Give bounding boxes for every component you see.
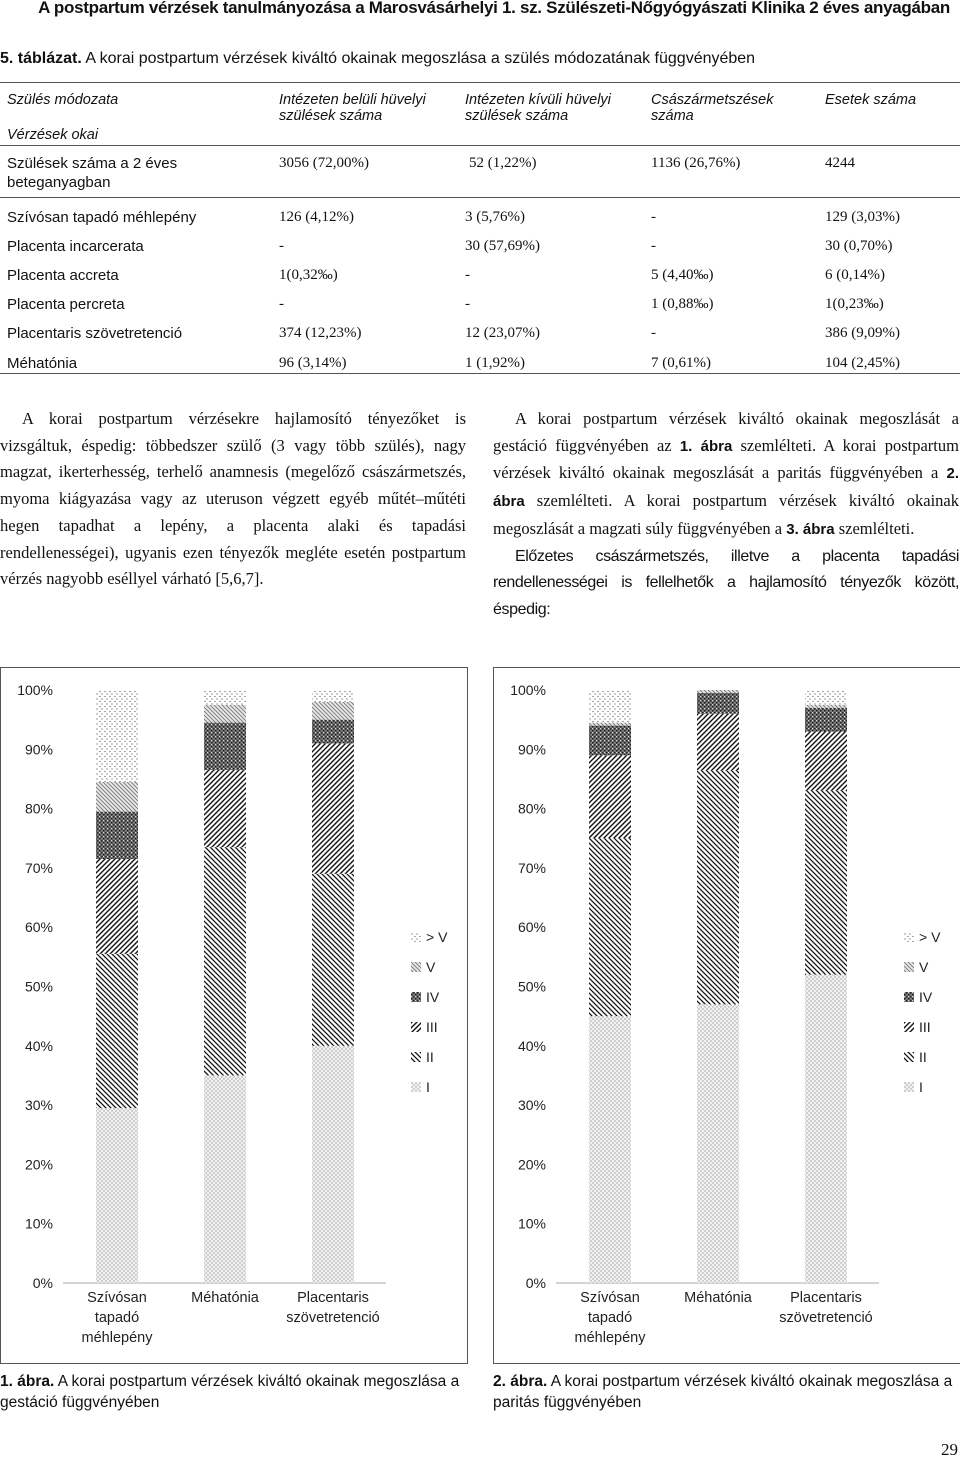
legend-swatch: [904, 1082, 914, 1092]
table-cell: -: [279, 238, 284, 255]
cell-births-2: 52 (1,22%): [469, 155, 537, 171]
table-cell: 96 (3,14%): [279, 354, 347, 371]
table-number: 5. táblázat.: [0, 50, 82, 67]
y-tick-label: 80%: [24, 800, 53, 817]
table-bottom-rule: [0, 373, 960, 374]
right-p1-text-c: szemlélteti. A korai postpartum vérzések kiváltó okainak megoszlását a magzati súly függvényében a: [493, 491, 959, 538]
legend-label: I: [919, 1079, 923, 1095]
legend-swatch: [904, 1052, 914, 1062]
bar-segment-iv: [204, 723, 246, 770]
table-cell: 5 (4,40‰): [651, 267, 714, 284]
cell-births-4: 4244: [825, 155, 855, 171]
y-tick-label: 90%: [517, 741, 546, 758]
legend-label: IV: [919, 989, 933, 1005]
legend-label: > V: [426, 929, 448, 945]
bar-segment-ii: [312, 874, 354, 1046]
figure-ref-3[interactable]: 3. ábra: [786, 520, 835, 538]
row-label: Placenta accreta: [7, 267, 119, 285]
bar-segment-iii: [805, 732, 847, 791]
category-label: tapadó: [587, 1310, 633, 1326]
legend-label: > V: [919, 929, 941, 945]
births-rule: [0, 197, 960, 198]
bar-segment-v: [204, 705, 246, 723]
y-tick-label: 90%: [24, 741, 53, 758]
left-text-column: [0, 406, 466, 593]
table-cell: -: [651, 209, 656, 225]
right-p1-text-d: szemlélteti.: [834, 518, 915, 538]
right-text-column: [493, 406, 959, 624]
legend-label: II: [919, 1049, 927, 1065]
bar-segment-iv: [589, 726, 631, 756]
table-cell: 129 (3,03%): [825, 209, 900, 225]
header-col1: Intézeten belüli hüvelyi szülések száma: [279, 92, 426, 124]
table-cell: 374 (12,23%): [279, 325, 362, 342]
running-head: A postpartum vérzések tanulmányozása a Marosvásárhelyi 1. sz. Szülészeti-Nőgyógyászati Klinika 2 éves anyagában: [38, 0, 950, 17]
figure-2-svg: [494, 668, 960, 1363]
bar-segment-iv: [96, 812, 138, 859]
right-paragraph-2: Előzetes császármetszés, illetve a placenta tapadási rendellenességei is fellelhetők a hajlamosító tényezők között, éspedig:: [493, 547, 959, 618]
legend-swatch: [904, 962, 914, 972]
table-cell: 6 (0,14%): [825, 267, 885, 284]
y-tick-label: 100%: [17, 682, 53, 698]
category-label: Szívósan: [87, 1290, 147, 1306]
y-tick-label: 30%: [517, 1097, 546, 1114]
table-cell: 126 (4,12%): [279, 209, 354, 225]
table-cell: 30 (57,69%): [465, 238, 540, 255]
bar-segment-iii: [96, 859, 138, 954]
bar-segment-iv: [312, 720, 354, 744]
header-corner-top: Szülés módozata: [7, 92, 119, 108]
bar-segment-gtgtv: [96, 690, 138, 782]
y-tick-label: 20%: [24, 1156, 53, 1173]
bar-segment-v: [805, 705, 847, 708]
cell-births-3: 1136 (26,76%): [651, 155, 741, 171]
figure-2-caption-text: A korai postpartum vérzések kiváltó okainak megoszlása a paritás függvényében: [493, 1373, 953, 1411]
bar-segment-ii: [589, 838, 631, 1016]
bar-segment-iii: [697, 714, 739, 770]
legend-swatch: [904, 992, 914, 1002]
bar-segment-gtgtv: [805, 690, 847, 705]
category-label: tapadó: [94, 1310, 140, 1326]
bar-segment-iii: [312, 743, 354, 873]
bar-segment-i: [312, 1046, 354, 1283]
y-tick-label: 80%: [517, 800, 546, 817]
category-label: szövetretenció: [286, 1310, 380, 1326]
table-cell: 1(0,23‰): [825, 296, 884, 313]
category-label: Placentaris: [297, 1290, 369, 1306]
bar-segment-iv: [697, 693, 739, 714]
category-label: szövetretenció: [779, 1310, 873, 1326]
y-tick-label: 70%: [517, 859, 546, 876]
figure-1-caption-text: A korai postpartum vérzések kiváltó okainak megoszlása a gestáció függvényében: [0, 1373, 460, 1411]
legend-label: II: [426, 1049, 434, 1065]
row-label: Placentaris szövetretenció: [7, 325, 183, 343]
category-label: Placentaris: [790, 1290, 862, 1306]
y-tick-label: 60%: [517, 919, 546, 936]
table-cell: 7 (0,61%): [651, 354, 711, 371]
y-tick-label: 60%: [24, 919, 53, 936]
row-label: Placenta incarcerata: [7, 238, 144, 256]
y-tick-label: 50%: [517, 978, 546, 995]
figure-ref-2[interactable]: 2. ábra: [493, 465, 959, 511]
figure-2-caption: [493, 1371, 959, 1413]
category-label: Méhatónia: [191, 1290, 259, 1306]
header-col4: Esetek száma: [825, 92, 917, 108]
y-tick-label: 50%: [24, 978, 53, 995]
figure-2-number: 2. ábra.: [493, 1373, 548, 1390]
row-label: Méhatónia: [7, 354, 78, 372]
bar-segment-gtgtv: [204, 690, 246, 705]
table-cell: 30 (0,70%): [825, 238, 893, 255]
y-tick-label: 40%: [24, 1037, 53, 1054]
bar-segment-i: [805, 975, 847, 1283]
bar-segment-ii: [697, 770, 739, 1004]
bar-segment-i: [96, 1108, 138, 1283]
table-cell: 386 (9,09%): [825, 325, 900, 342]
right-p1-text-b: szemlélteti. A korai postpartum vérzések kiváltó okainak megoszlását a paritás függvényében a: [493, 435, 959, 483]
table-cell: -: [651, 238, 656, 255]
figure-2-chart: [493, 667, 960, 1364]
bar-segment-ii: [805, 791, 847, 975]
header-rule: [0, 145, 960, 146]
right-p1-text-a: A korai postpartum vérzések kiváltó okainak megoszlását a gestáció függvényében az: [493, 409, 959, 455]
bar-segment-iii: [589, 755, 631, 838]
page-number: 29: [941, 1440, 958, 1459]
category-label: Szívósan: [580, 1290, 640, 1306]
table-caption-text: A korai postpartum vérzések kiváltó okainak megoszlása a szülés módozatának függvényében: [85, 50, 756, 67]
legend-swatch: [904, 932, 914, 942]
legend-label: III: [426, 1019, 438, 1035]
figure-1-number: 1. ábra.: [0, 1373, 55, 1390]
bar-segment-i: [697, 1004, 739, 1283]
table-cell: 104 (2,45%): [825, 354, 900, 371]
cell-births-1: 3056 (72,00%): [279, 155, 369, 171]
header-col2: Intézeten kívüli hüvelyi szülések száma: [465, 92, 611, 124]
bar-segment-v: [697, 690, 739, 693]
figure-1-chart: [0, 667, 468, 1364]
table-cell: 1 (1,92%): [465, 354, 525, 371]
legend-swatch: [904, 1022, 914, 1032]
table-cell: 1(0,32‰): [279, 267, 338, 284]
bar-segment-iv: [805, 708, 847, 732]
bar-segment-gtgtv: [589, 690, 631, 723]
cell-births-label: Szülések száma a 2 éves beteganyagban: [7, 155, 178, 191]
header-col3: Császármetszések száma: [651, 92, 774, 124]
y-tick-label: 30%: [24, 1097, 53, 1114]
bar-segment-i: [589, 1016, 631, 1283]
table-cell: -: [651, 325, 656, 342]
table-top-rule: [0, 82, 960, 83]
legend-label: III: [919, 1019, 931, 1035]
bar-segment-v: [312, 702, 354, 720]
table-cell: -: [465, 267, 470, 284]
right-paragraph-1: [493, 406, 959, 544]
bar-segment-ii: [204, 847, 246, 1075]
category-label: méhlepény: [81, 1330, 153, 1346]
legend-swatch: [411, 932, 421, 942]
row-label: Placenta percreta: [7, 296, 125, 314]
y-tick-label: 100%: [510, 682, 546, 698]
table-cell: -: [465, 296, 470, 313]
figure-1-caption: [0, 1371, 466, 1413]
legend-swatch: [411, 1022, 421, 1032]
row-label: Szívósan tapadó méhlepény: [7, 209, 197, 226]
y-tick-label: 10%: [517, 1215, 546, 1232]
bar-segment-i: [204, 1075, 246, 1283]
table-cell: 12 (23,07%): [465, 325, 540, 342]
bar-segment-gtgtv: [312, 690, 354, 702]
bar-segment-ii: [96, 954, 138, 1108]
legend-swatch: [411, 992, 421, 1002]
legend-swatch: [411, 1052, 421, 1062]
y-tick-label: 0%: [525, 1275, 546, 1291]
table-cell: -: [279, 296, 284, 313]
table-cell: 3 (5,76%): [465, 209, 525, 225]
legend-swatch: [411, 962, 421, 972]
legend-swatch: [411, 1082, 421, 1092]
bar-segment-iii: [204, 770, 246, 847]
header-corner-bottom: Vérzések okai: [7, 127, 99, 143]
table-caption: [0, 50, 755, 68]
bar-segment-v: [589, 723, 631, 726]
y-tick-label: 10%: [24, 1215, 53, 1232]
figure-ref-1[interactable]: 1. ábra: [679, 437, 733, 455]
table-cell: 1 (0,88‰): [651, 296, 714, 313]
legend-label: V: [919, 959, 929, 975]
bar-segment-v: [96, 782, 138, 812]
y-tick-label: 70%: [24, 859, 53, 876]
category-label: méhlepény: [574, 1330, 646, 1346]
figure-1-svg: [1, 668, 467, 1363]
legend-label: V: [426, 959, 436, 975]
legend-label: I: [426, 1079, 430, 1095]
left-paragraph: A korai postpartum vérzésekre hajlamosító tényezőket is vizsgáltuk, éspedig: többedszer szülő (3 vagy több szülés), nagy magzat, ikerterhesség, terhelő anamnesis (megelőző császármetszés, myoma kiágyazása vagy az uteruson végzett egyéb műtét–műtéti hegen tapadhat a lepény, a placenta alaki és tapadási rendellenességei), ugyanis ezen tényezők megléte esetén postpartum vérzés nagyobb eséllyel várható [5,6,7].: [0, 409, 466, 589]
y-tick-label: 0%: [32, 1275, 53, 1291]
category-label: Méhatónia: [684, 1290, 752, 1306]
y-tick-label: 40%: [517, 1037, 546, 1054]
y-tick-label: 20%: [517, 1156, 546, 1173]
legend-label: IV: [426, 989, 440, 1005]
